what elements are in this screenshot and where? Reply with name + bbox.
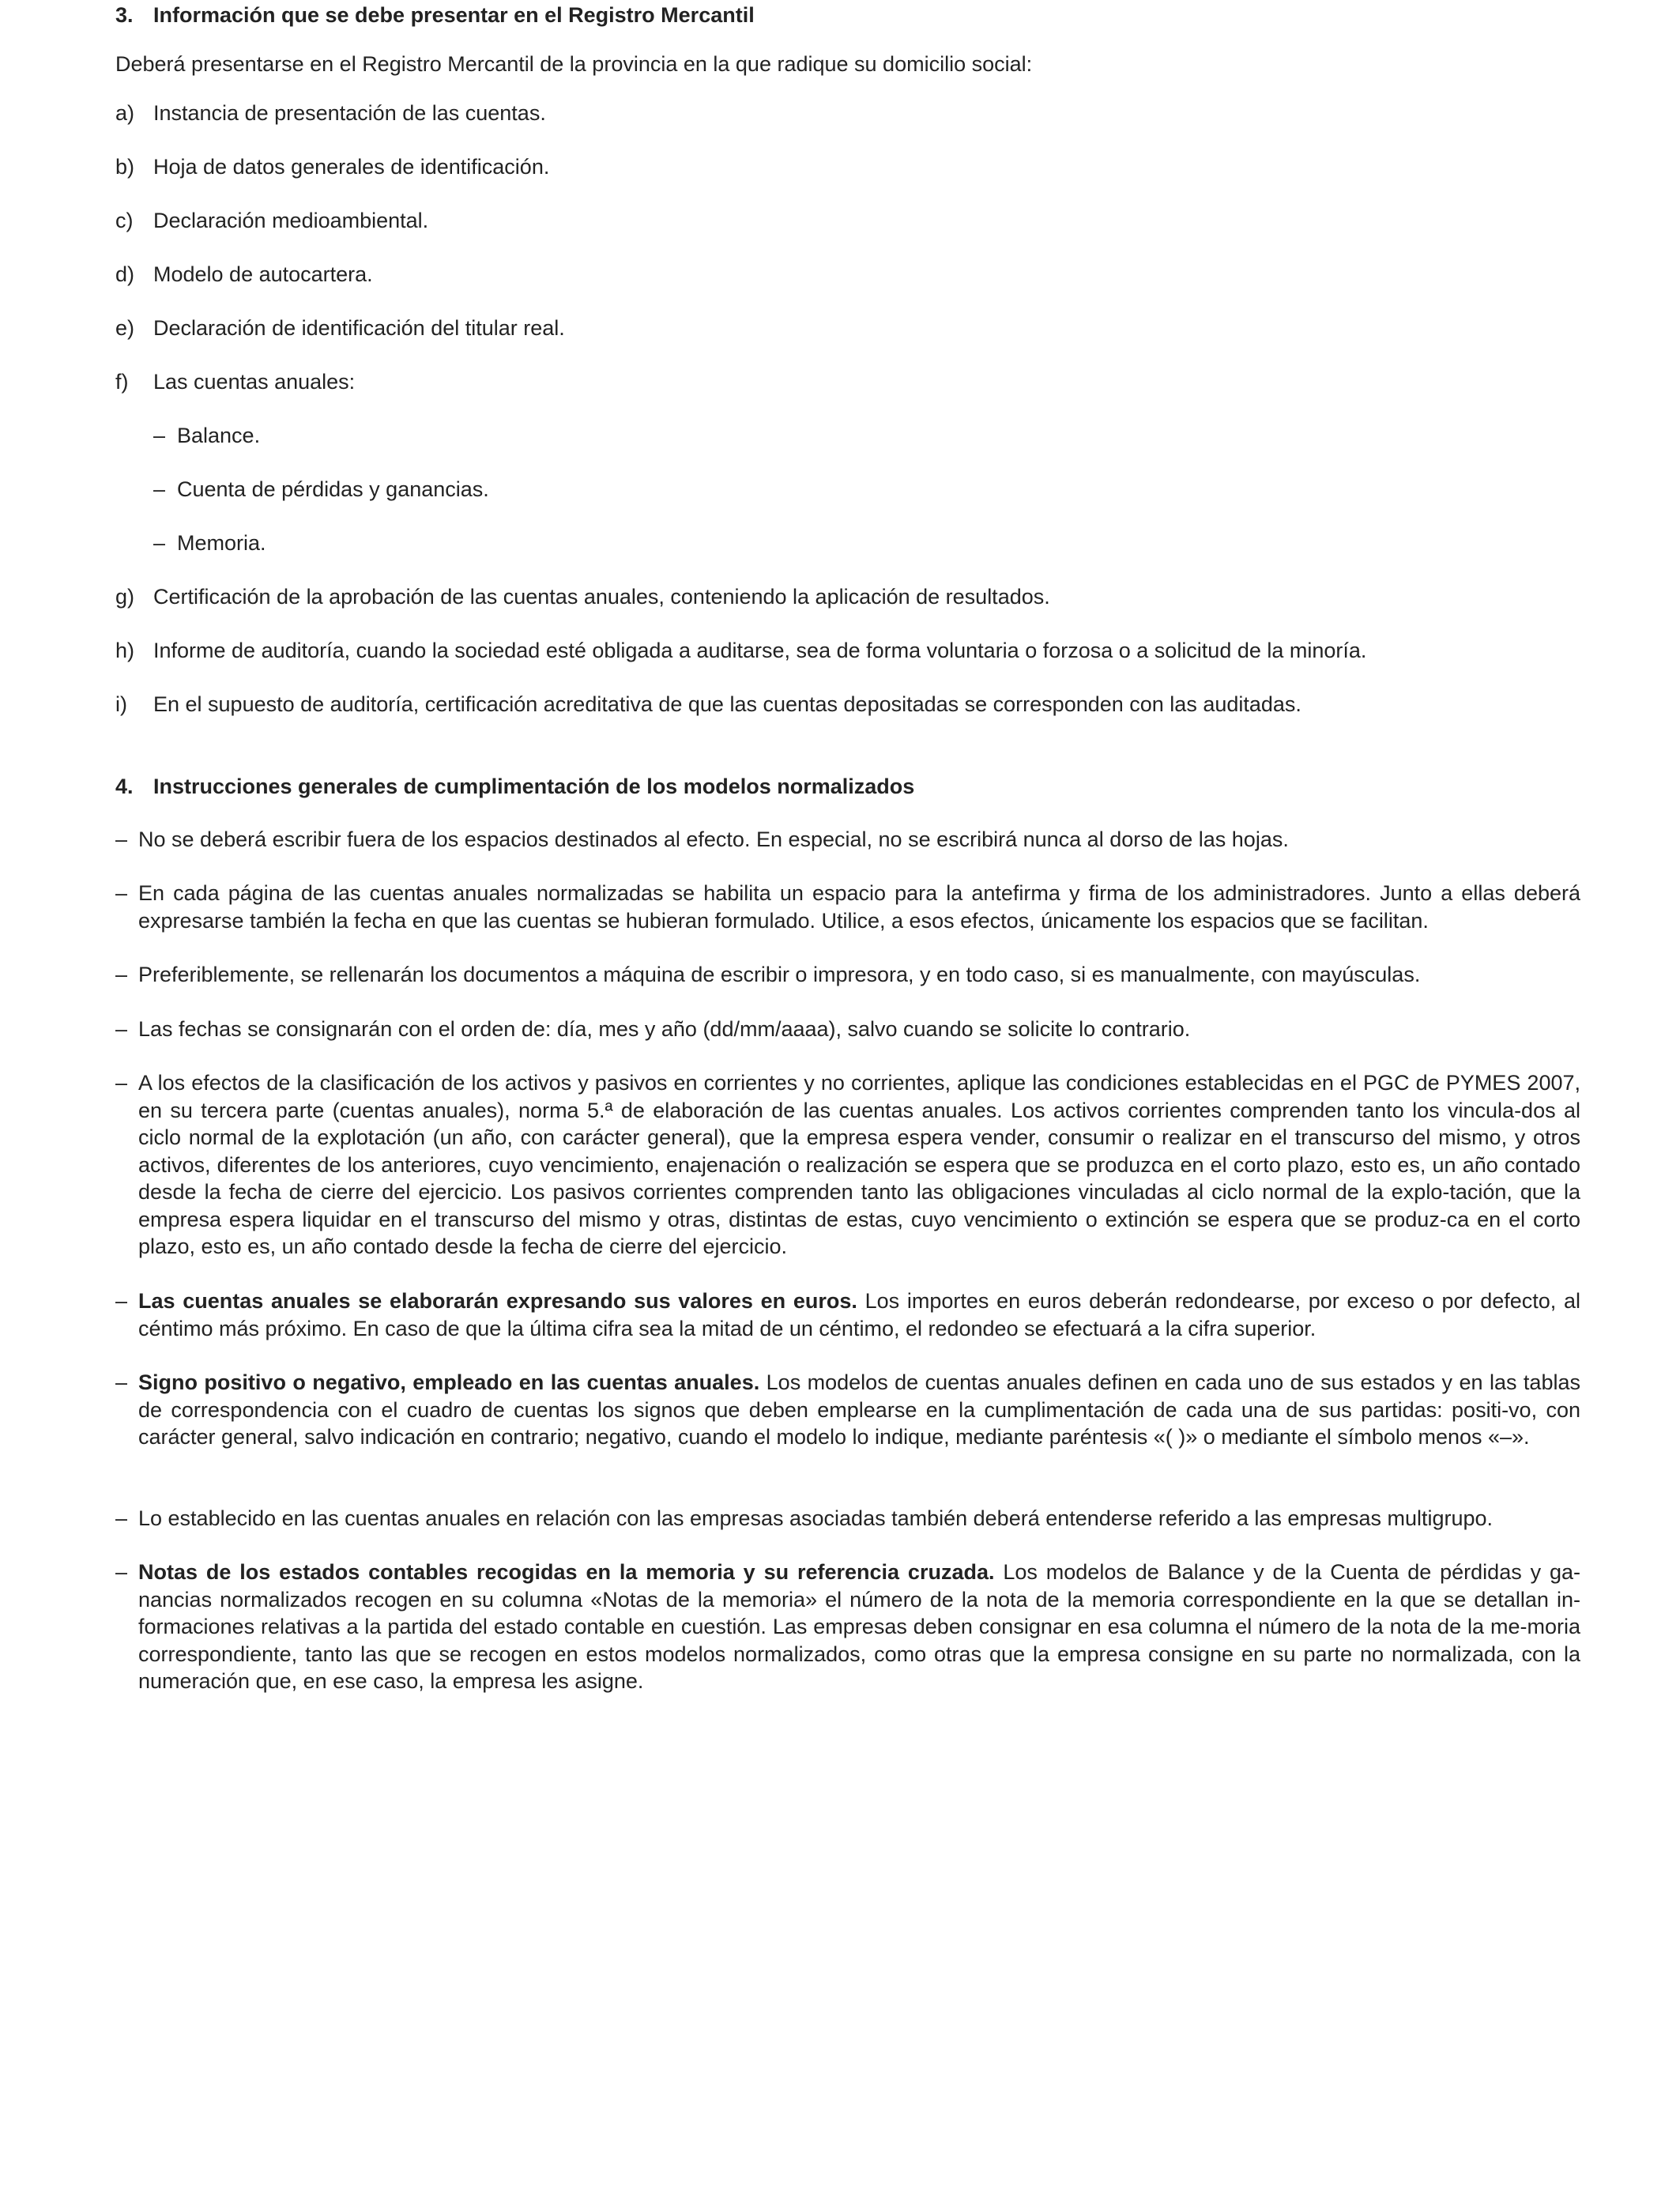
instruction-item <box>115 1369 1580 1451</box>
section-4-title: Instrucciones generales de cumplimentación de los modelos normalizados <box>153 775 915 798</box>
section-4-heading <box>115 773 914 800</box>
list-item-text: Instancia de presentación de las cuentas. <box>153 101 546 125</box>
list-item-text: Informe de auditoría, cuando la sociedad esté obligada a auditarse, sea de forma voluntaria o forzosa o a solicitud de la minoría. <box>153 639 1367 662</box>
list-item-d <box>115 261 1580 288</box>
instruction-item <box>115 1016 1580 1043</box>
dash-marker: – <box>153 424 166 447</box>
list-item-c <box>115 207 1580 235</box>
instruction-bold-lead: Signo positivo o negativo, empleado en las cuentas anuales. <box>138 1370 760 1394</box>
list-marker: g) <box>115 585 135 609</box>
instruction-text: A los efectos de la clasificación de los activos y pasivos en corrientes y no corrientes, aplique las condiciones establecidas en el PGC de PYMES 2007, en su tercera parte (cuentas anuales), norma 5.ª de elaboración de las cuentas anuales. Los activos corrientes comprenden tanto los vincula-dos al ciclo normal de la explotación (un año, con carácter general), que la empresa espera vender, consumir o realizar en el transcurso del mismo, y otros activos, diferentes de los anteriores, cuyo vencimiento, enajenación o realización se espera que se produzca en el corto plazo, esto es, un año contado desde la fecha de cierre del ejercicio. Los pasivos corrientes comprenden tanto las obligaciones vinculadas al ciclo normal de la explo-tación, que la empresa espera liquidar en el transcurso del mismo y otras, distintas de estas, cuyo vencimiento o extinción se espera que se produz-ca en el corto plazo, esto es, un año contado desde la fecha de cierre del ejercicio. <box>138 1071 1580 1258</box>
list-item-text: Las cuentas anuales: <box>153 370 356 394</box>
list-item-g <box>115 583 1580 611</box>
dash-marker: – <box>115 1560 128 1584</box>
list-marker: b) <box>115 155 135 179</box>
list-item-b <box>115 153 1580 181</box>
instruction-text: Los importes en euros deberán redondearse, por exceso o por defecto, al céntimo más próximo. En caso de que la última cifra sea la mitad de un céntimo, el redondeo se efectuará a la cifra superior. <box>138 1289 1580 1340</box>
instruction-item <box>115 1287 1580 1342</box>
dash-marker: – <box>115 1506 128 1530</box>
instruction-item <box>115 1069 1580 1261</box>
dash-marker: – <box>115 827 128 851</box>
dash-marker: – <box>115 1370 128 1394</box>
list-item-e <box>115 315 1580 342</box>
list-item-text: Certificación de la aprobación de las cuentas anuales, conteniendo la aplicación de resultados. <box>153 585 1050 609</box>
instruction-text: Preferiblemente, se rellenarán los documentos a máquina de escribir o impresora, y en todo caso, si es manualmente, con mayúsculas. <box>138 963 1421 986</box>
instruction-text: Lo establecido en las cuentas anuales en relación con las empresas asociadas también deberá entenderse referido a las empresas multigrupo. <box>138 1506 1494 1530</box>
instruction-item <box>115 1559 1580 1695</box>
list-item-text: En el supuesto de auditoría, certificación acreditativa de que las cuentas depositadas se corresponden con las auditadas. <box>153 692 1301 716</box>
list-item-text: Declaración de identificación del titular real. <box>153 316 565 340</box>
instruction-item <box>115 1505 1580 1532</box>
section-3-intro: Deberá presentarse en el Registro Mercantil de la provincia en la que radique su domicilio social: <box>115 52 1033 76</box>
instruction-text: Las fechas se consignarán con el orden de: día, mes y año (dd/mm/aaaa), salvo cuando se solicite lo contrario. <box>138 1017 1191 1041</box>
list-marker: d) <box>115 262 135 286</box>
instruction-text: Los modelos de cuentas anuales definen en cada uno de sus estados y en las tablas de correspondencia con el cuadro de cuentas los signos que deben emplearse en la cumplimentación de cada una de sus partidas: positi-vo, con carácter general, salvo indicación en contrario; negativo, cuando el modelo lo indique, mediante paréntesis «( )» o mediante el símbolo menos «–». <box>138 1370 1580 1449</box>
section-3-heading <box>115 2 755 28</box>
list-item-text: Declaración medioambiental. <box>153 209 429 232</box>
dash-marker: – <box>153 477 166 501</box>
section-3-title: Información que se debe presentar en el Registro Mercantil <box>153 3 755 27</box>
sub-item-memoria <box>115 530 1580 557</box>
dash-marker: – <box>115 963 128 986</box>
list-marker: i) <box>115 692 127 716</box>
sub-item-cuenta <box>115 476 1580 503</box>
list-item-f <box>115 368 1580 396</box>
sub-item-text: Balance. <box>177 424 261 447</box>
sub-item-text: Memoria. <box>177 531 266 555</box>
dash-marker: – <box>115 1071 128 1095</box>
list-item-a <box>115 100 1580 127</box>
list-item-h <box>115 637 1580 665</box>
list-item-text: Hoja de datos generales de identificación. <box>153 155 550 179</box>
instruction-text: En cada página de las cuentas anuales normalizadas se habilita un espacio para la antefirma y firma de los administradores. Junto a ellas deberá expresarse también la fecha en que las cuentas se hubieran formulado. Utilice, a esos efectos, únicamente los espacios que se facilitan. <box>138 881 1580 933</box>
section-3-number: 3. <box>115 3 134 27</box>
dash-marker: – <box>115 881 128 905</box>
dash-marker: – <box>115 1289 128 1313</box>
list-marker: c) <box>115 209 134 232</box>
instruction-text: No se deberá escribir fuera de los espacios destinados al efecto. En especial, no se escribirá nunca al dorso de las hojas. <box>138 827 1289 851</box>
list-marker: e) <box>115 316 135 340</box>
instruction-item <box>115 826 1580 854</box>
list-marker: h) <box>115 639 135 662</box>
instruction-item <box>115 961 1580 989</box>
instruction-bold-lead: Notas de los estados contables recogidas en la memoria y su referencia cruzada. <box>138 1560 995 1584</box>
instruction-bold-lead: Las cuentas anuales se elaborarán expresando sus valores en euros. <box>138 1289 857 1313</box>
list-marker: a) <box>115 101 135 125</box>
sub-item-text: Cuenta de pérdidas y ganancias. <box>177 477 489 501</box>
list-item-i <box>115 691 1580 718</box>
dash-marker: – <box>115 1017 128 1041</box>
sub-item-balance <box>115 422 1580 450</box>
list-item-text: Modelo de autocartera. <box>153 262 373 286</box>
section-4-number: 4. <box>115 775 134 798</box>
dash-marker: – <box>153 531 166 555</box>
list-marker: f) <box>115 370 129 394</box>
instruction-text: Los modelos de Balance y de la Cuenta de pérdidas y ga-nancias normalizados recogen en su columna «Notas de la memoria» el número de la nota de la memoria correspondiente en la que se detallan in-formaciones relativas a la partida del estado contable en cuestión. Las empresas deben consignar en esa columna el número de la nota de la me-moria correspondiente, tanto las que se recogen en estos modelos normalizados, como otras que la empresa consigne en su parte no normalizada, con la numeración que, en ese caso, la empresa les asigne. <box>138 1560 1580 1693</box>
instruction-item <box>115 880 1580 934</box>
